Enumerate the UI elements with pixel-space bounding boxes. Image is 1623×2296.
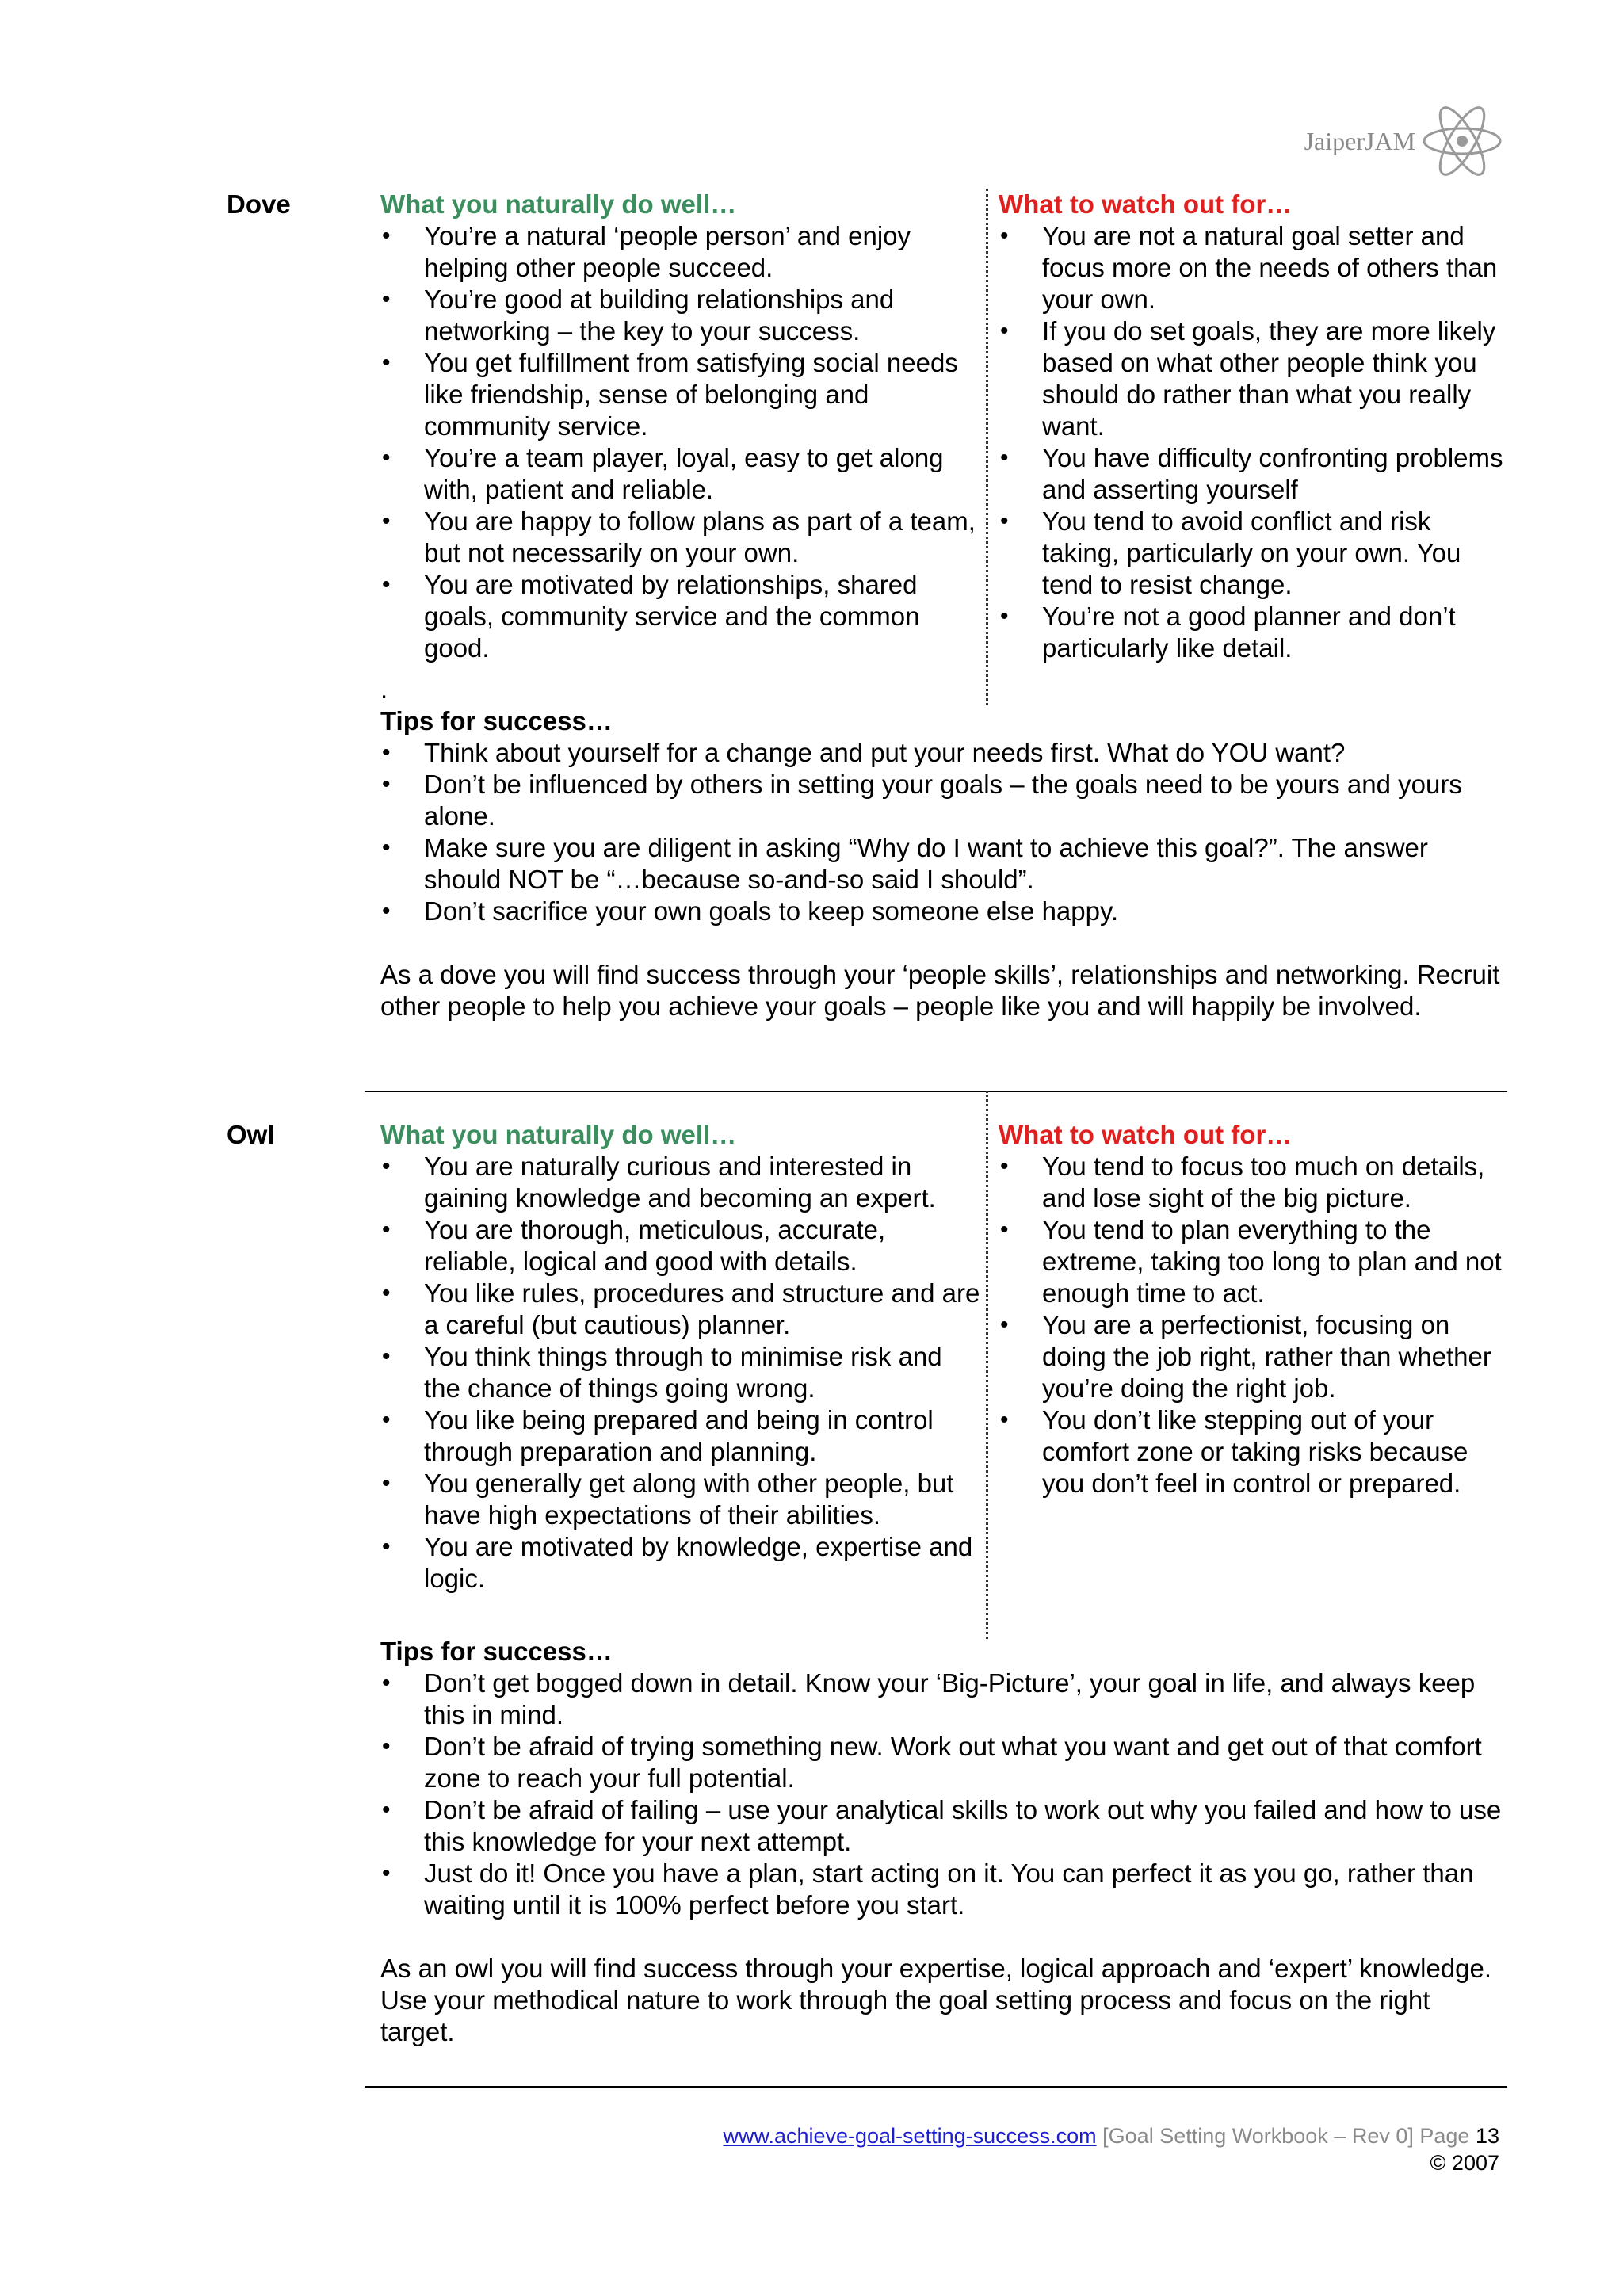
strength-item: • You are happy to follow plans as part of a team, but not necessarily on your own. — [380, 506, 983, 569]
tip-item: • Think about yourself for a change and put your needs first. What do YOU want? — [380, 737, 1506, 769]
watchout-item: • You are a perfectionist, focusing on doing the job right, rather than whether you’re doing the right job. — [999, 1309, 1506, 1404]
strength-item: • You are naturally curious and interested in gaining knowledge and becoming an expert. — [380, 1151, 983, 1214]
owl-tips — [380, 1636, 1506, 2048]
brand-logo — [1304, 101, 1506, 181]
tips-list — [380, 737, 1506, 927]
dove-summary: As a dove you will find success through your ‘people skills’, relationships and networking. Recruit other people to help you achieve your goals – people like you and will happily be involved. — [380, 960, 1500, 1021]
strength-item: • You are motivated by knowledge, expertise and logic. — [380, 1531, 983, 1595]
owl-strengths — [380, 1119, 983, 1595]
dove-strengths — [380, 189, 983, 664]
strength-item: • You think things through to minimise risk and the chance of things going wrong. — [380, 1341, 983, 1404]
tips-list — [380, 1668, 1506, 1921]
dove-tips — [380, 705, 1506, 1022]
column-divider — [986, 189, 988, 705]
watchout-item: • You are not a natural goal setter and focus more on the needs of others than your own. — [999, 220, 1506, 315]
watchout-item: • You have difficulty confronting problems and asserting yourself — [999, 442, 1506, 506]
watchout-item: • You tend to focus too much on details, and lose sight of the big picture. — [999, 1151, 1506, 1214]
watchout-item: • You don’t like stepping out of your comfort zone or taking risks because you don’t feel in control or prepared. — [999, 1404, 1506, 1499]
section-title-owl: Owl — [227, 1120, 275, 1149]
strengths-list — [380, 220, 983, 664]
atom-logo-icon — [1419, 101, 1506, 181]
watchout-item: • You tend to avoid conflict and risk taking, particularly on your own. You tend to resist change. — [999, 506, 1506, 601]
tips-heading: Tips for success… — [380, 1637, 613, 1666]
page-label: Page — [1419, 2124, 1470, 2148]
section-divider — [365, 1091, 1507, 1092]
strengths-heading: What you naturally do well… — [380, 1120, 737, 1149]
watchouts-heading: What to watch out for… — [999, 1120, 1293, 1149]
owl-summary: As an owl you will find success through your expertise, logical approach and ‘expert’ knowledge. Use your methodical nature to work through the goal setting process and focus on the right target. — [380, 1954, 1492, 2046]
strengths-list — [380, 1151, 983, 1595]
tip-item: • Don’t get bogged down in detail. Know your ‘Big-Picture’, your goal in life, and always keep this in mind. — [380, 1668, 1506, 1731]
dove-watchouts — [999, 189, 1506, 664]
tip-item: • Make sure you are diligent in asking “Why do I want to achieve this goal?”. The answer should NOT be “…because so-and-so said I should”. — [380, 832, 1506, 896]
stray-mark: . — [380, 674, 388, 704]
strength-item: • You’re a team player, loyal, easy to get along with, patient and reliable. — [380, 442, 983, 506]
watchouts-list — [999, 220, 1506, 664]
strength-item: • You are thorough, meticulous, accurate, reliable, logical and good with details. — [380, 1214, 983, 1278]
copyright: © 2007 — [1430, 2151, 1499, 2175]
tip-item: • Don’t be afraid of trying something new. Work out what you want and get out of that comfort zone to reach your full potential. — [380, 1731, 1506, 1794]
section-title-dove: Dove — [227, 189, 291, 219]
brand-name: JaiperJAM — [1304, 126, 1415, 155]
strength-item: • You’re good at building relationships and networking – the key to your success. — [380, 284, 983, 347]
tip-item: • Don’t sacrifice your own goals to keep someone else happy. — [380, 896, 1506, 927]
strength-item: • You like rules, procedures and structure and are a careful (but cautious) planner. — [380, 1278, 983, 1341]
page-number: 13 — [1475, 2124, 1499, 2148]
owl-watchouts — [999, 1119, 1506, 1499]
tip-item: • Just do it! Once you have a plan, start acting on it. You can perfect it as you go, rather than waiting until it is 100% perfect before you start. — [380, 1858, 1506, 1921]
strength-item: • You’re a natural ‘people person’ and enjoy helping other people succeed. — [380, 220, 983, 284]
strength-item: • You are motivated by relationships, shared goals, community service and the common good. — [380, 569, 983, 664]
strength-item: • You generally get along with other people, but have high expectations of their abilities. — [380, 1468, 983, 1531]
watchout-item: • You’re not a good planner and don’t particularly like detail. — [999, 601, 1506, 664]
tip-item: • Don’t be afraid of failing – use your analytical skills to work out why you failed and how to use this knowledge for your next attempt. — [380, 1794, 1506, 1858]
watchouts-list — [999, 1151, 1506, 1499]
watchout-item: • If you do set goals, they are more likely based on what other people think you should do rather than what you really want. — [999, 315, 1506, 442]
website-link[interactable]: www.achieve-goal-setting-success.com — [723, 2124, 1097, 2148]
tip-item: • Don’t be influenced by others in setting your goals – the goals need to be yours and yours alone. — [380, 769, 1506, 832]
tips-heading: Tips for success… — [380, 706, 613, 735]
strength-item: • You like being prepared and being in control through preparation and planning. — [380, 1404, 983, 1468]
footer-line — [723, 2122, 1499, 2149]
watchouts-heading: What to watch out for… — [999, 189, 1293, 219]
workbook-label: [Goal Setting Workbook – Rev 0] — [1102, 2124, 1414, 2148]
page-footer — [723, 2122, 1499, 2176]
section-divider — [365, 2086, 1507, 2088]
watchout-item: • You tend to plan everything to the extreme, taking too long to plan and not enough time to act. — [999, 1214, 1506, 1309]
column-divider — [986, 1091, 988, 1639]
strengths-heading: What you naturally do well… — [380, 189, 737, 219]
strength-item: • You get fulfillment from satisfying social needs like friendship, sense of belonging and community service. — [380, 347, 983, 442]
